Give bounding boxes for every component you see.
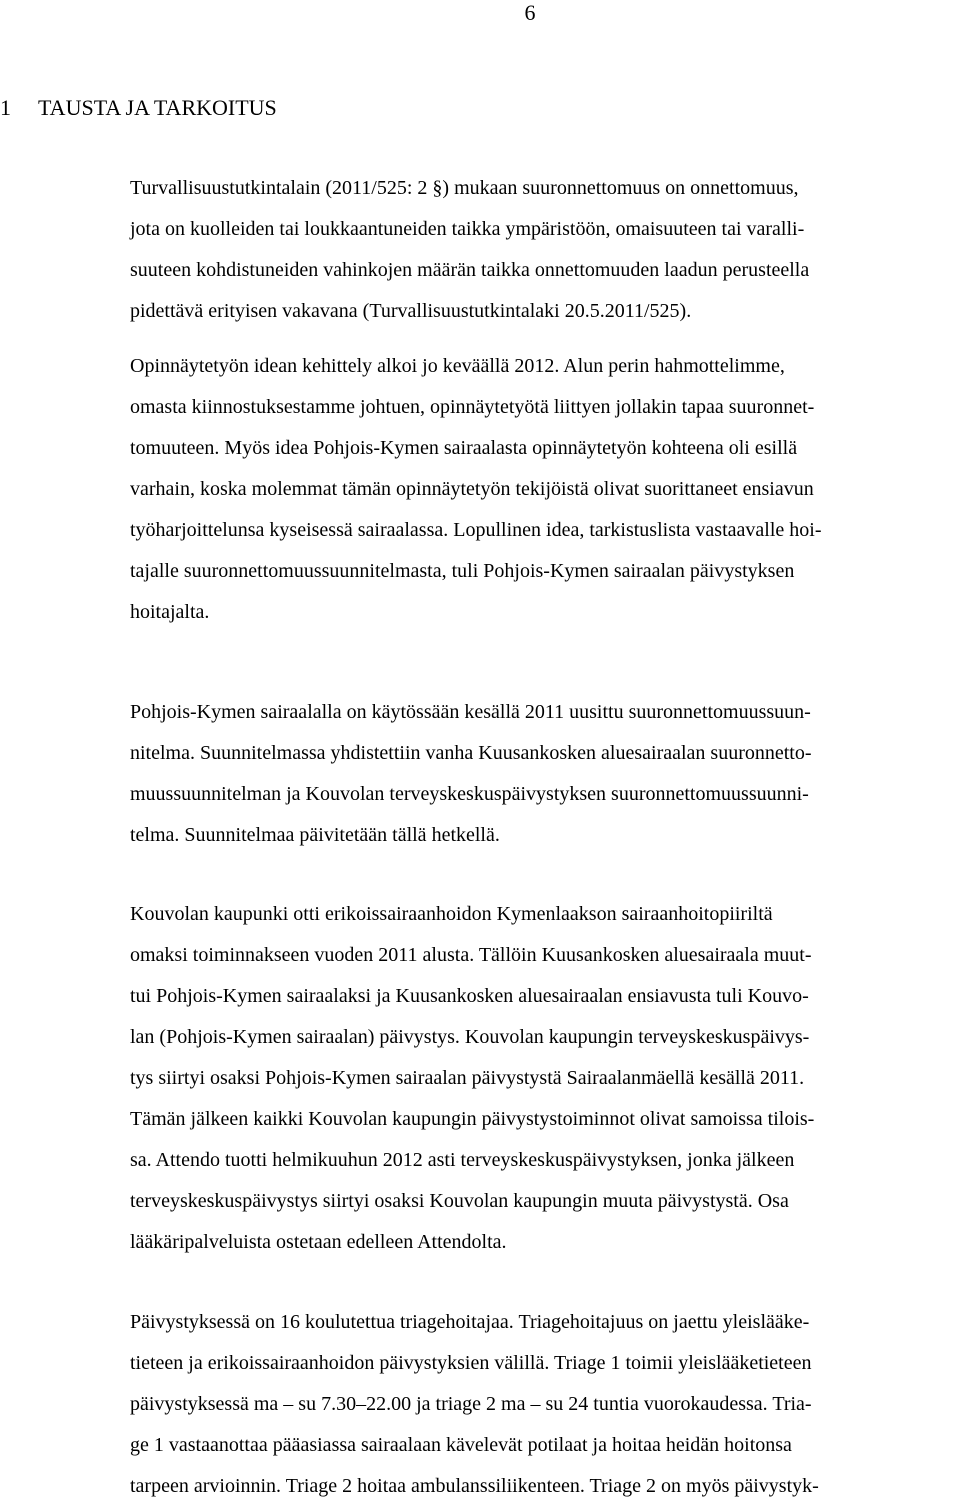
text-line: lan (Pohjois-Kymen sairaalan) päivystys. Kouvolan kaupungin terveyskeskuspäivys-	[130, 1026, 810, 1048]
text-line: Tämän jälkeen kaikki Kouvolan kaupungin päivystystoiminnot olivat samoissa tilois-	[130, 1108, 815, 1130]
text-line: lääkäripalveluista ostetaan edelleen Attendolta.	[130, 1231, 507, 1253]
text-line: Turvallisuustutkintalain (2011/525: 2 §) mukaan suuronnettomuus on onnettomuus,	[130, 177, 799, 199]
paragraph-3	[130, 692, 952, 856]
text-line: työharjoittelunsa kyseisessä sairaalassa. Lopullinen idea, tarkistuslista vastaavalle hoi-	[130, 519, 822, 541]
paragraph-1	[130, 168, 952, 332]
text-line: päivystyksessä ma – su 7.30–22.00 ja triage 2 ma – su 24 tuntia vuorokaudessa. Tria-	[130, 1393, 812, 1415]
text-line: hoitajalta.	[130, 601, 210, 623]
paragraph-4	[130, 894, 952, 1263]
text-line: Pohjois-Kymen sairaalalla on käytössään kesällä 2011 uusittu suuronnettomuussuun-	[130, 701, 811, 723]
text-line: Päivystyksessä on 16 koulutettua triagehoitajaa. Triagehoitajuus on jaettu yleislääke-	[130, 1311, 810, 1333]
text-line: jota on kuolleiden tai loukkaantuneiden taikka ympäristöön, omaisuuteen tai varalli-	[130, 218, 805, 240]
text-line: omaksi toiminnakseen vuoden 2011 alusta. Tällöin Kuusankosken aluesairaala muut-	[130, 944, 812, 966]
paragraph-5	[130, 1302, 952, 1507]
text-line: terveyskeskuspäivystys siirtyi osaksi Kouvolan kaupungin muuta päivystystä. Osa	[130, 1190, 789, 1212]
text-line: Opinnäytetyön idean kehittely alkoi jo keväällä 2012. Alun perin hahmottelimme,	[130, 355, 785, 377]
text-line: tomuuteen. Myös idea Pohjois-Kymen sairaalasta opinnäytetyön kohteena oli esillä	[130, 437, 798, 459]
text-line: nitelma. Suunnitelmassa yhdistettiin vanha Kuusankosken aluesairaalan suuronnetto-	[130, 742, 812, 764]
text-line: varhain, koska molemmat tämän opinnäytetyön tekijöistä olivat suorittaneet ensiavun	[130, 478, 814, 500]
text-line: pidettävä erityisen vakavana (Turvallisuustutkintalaki 20.5.2011/525).	[130, 300, 692, 322]
text-line: tajalle suuronnettomuussuunnitelmasta, tuli Pohjois-Kymen sairaalan päivystyksen	[130, 560, 795, 582]
section-heading	[0, 95, 277, 121]
text-line: omasta kiinnostuksestamme johtuen, opinnäytetyötä liittyen jollakin tapaa suuronnet-	[130, 396, 815, 418]
section-title: TAUSTA JA TARKOITUS	[38, 95, 277, 120]
text-line: Kouvolan kaupunki otti erikoissairaanhoidon Kymenlaakson sairaanhoitopiiriltä	[130, 903, 773, 925]
text-line: sa. Attendo tuotti helmikuuhun 2012 asti terveyskeskuspäivystyksen, jonka jälkeen	[130, 1149, 795, 1171]
text-line: tui Pohjois-Kymen sairaalaksi ja Kuusankosken aluesairaalan ensiavusta tuli Kouvo-	[130, 985, 809, 1007]
page-number: 6	[524, 0, 536, 25]
text-line: tarpeen arvioinnin. Triage 2 hoitaa ambulanssiliikenteen. Triage 2 on myös päivystyk-	[130, 1475, 819, 1497]
text-line: tieteen ja erikoissairaanhoidon päivystyksien välillä. Triage 1 toimii yleislääketieteen	[130, 1352, 812, 1374]
paragraph-2	[130, 346, 952, 633]
section-number: 1	[0, 95, 11, 120]
text-line: suuteen kohdistuneiden vahinkojen määrän taikka onnettomuuden laadun perusteella	[130, 259, 810, 281]
text-line: telma. Suunnitelmaa päivitetään tällä hetkellä.	[130, 824, 500, 846]
text-line: ge 1 vastaanottaa pääasiassa sairaalaan kävelevät potilaat ja hoitaa heidän hoitonsa	[130, 1434, 792, 1456]
text-line: tys siirtyi osaksi Pohjois-Kymen sairaalan päivystystä Sairaalanmäellä kesällä 2011.	[130, 1067, 805, 1089]
text-line: muussuunnitelman ja Kouvolan terveyskeskuspäivystyksen suuronnettomuussuunni-	[130, 783, 809, 805]
